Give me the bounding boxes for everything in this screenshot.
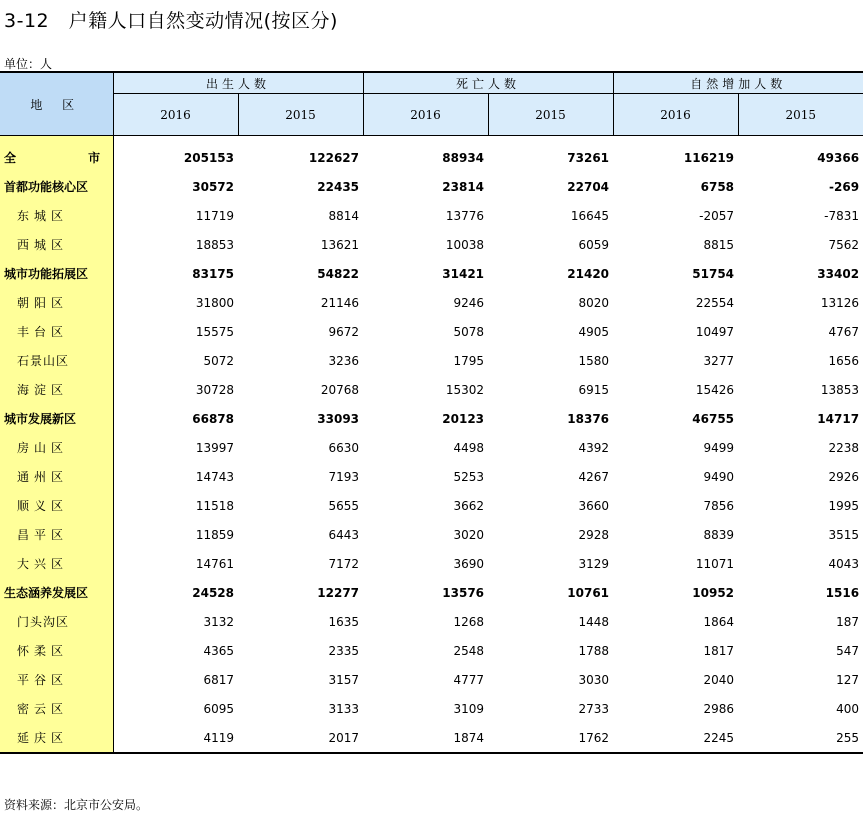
- value-cell: 31800: [195, 295, 234, 310]
- value-cell: 22554: [695, 295, 735, 310]
- births-year-2016: 2016: [113, 94, 238, 136]
- table-row: [0, 404, 863, 433]
- value-cell: 9246: [453, 295, 485, 310]
- spacer-cell: [0, 136, 113, 144]
- header-row-groups: [0, 72, 863, 94]
- value-cell: 3020: [453, 527, 485, 542]
- value-cell: 4767: [828, 324, 860, 339]
- value-cell: 3660: [578, 498, 610, 513]
- value-cell: 23814: [442, 179, 485, 194]
- region-name: 通州区: [0, 462, 113, 491]
- value-cell: 13126: [820, 295, 860, 310]
- value-cell: 11859: [195, 527, 234, 542]
- value-cell: 6630: [328, 440, 360, 455]
- value-cell: 2986: [703, 701, 735, 716]
- region-name: 平谷区: [0, 665, 113, 694]
- value-cell: 3277: [703, 353, 735, 368]
- value-cell: 2017: [238, 723, 363, 753]
- value-cell: 10952: [692, 585, 735, 600]
- value-cell: 116219: [683, 150, 735, 165]
- table-row: [0, 230, 863, 259]
- value-cell: 547: [836, 643, 860, 658]
- table-row: [0, 636, 863, 665]
- value-cell: 7856: [703, 498, 735, 513]
- value-cell: 1874: [363, 723, 488, 753]
- value-cell: 1817: [703, 643, 735, 658]
- unit-label: 单位：人: [4, 57, 53, 71]
- value-cell: 13853: [820, 382, 860, 397]
- value-cell: 8839: [703, 527, 735, 542]
- value-cell: 16645: [570, 208, 610, 223]
- value-cell: 7172: [328, 556, 360, 571]
- region-column-header: 地 区: [0, 72, 113, 136]
- value-cell: 7193: [328, 469, 360, 484]
- region-name: 西城区: [0, 230, 113, 259]
- value-cell: 4365: [203, 643, 234, 658]
- value-cell: 400: [836, 701, 860, 716]
- value-cell: 5655: [328, 498, 360, 513]
- value-cell: 3030: [578, 672, 610, 687]
- value-cell: 3157: [328, 672, 360, 687]
- births-header: 出生人数: [113, 72, 363, 94]
- value-cell: -2057: [699, 208, 735, 223]
- value-cell: 13997: [195, 440, 234, 455]
- value-cell: 3109: [453, 701, 485, 716]
- region-name: 延庆区: [0, 723, 113, 753]
- deaths-header: 死亡人数: [363, 72, 613, 94]
- region-name: 东城区: [0, 201, 113, 230]
- value-cell: 6817: [203, 672, 234, 687]
- value-cell: 5072: [203, 353, 234, 368]
- value-cell: 1864: [703, 614, 735, 629]
- value-cell: 18853: [195, 237, 234, 252]
- region-name: 城市发展新区: [0, 404, 113, 433]
- value-cell: 1762: [488, 723, 613, 753]
- value-cell: 30572: [192, 179, 234, 194]
- value-cell: 6059: [578, 237, 610, 252]
- value-cell: 11518: [195, 498, 234, 513]
- value-cell: 8815: [703, 237, 735, 252]
- value-cell: 3515: [828, 527, 860, 542]
- value-cell: 187: [836, 614, 860, 629]
- value-cell: 6095: [203, 701, 234, 716]
- value-cell: 9672: [328, 324, 360, 339]
- region-name: 密云区: [0, 694, 113, 723]
- source-note: 资料来源：北京市公安局。: [4, 798, 149, 812]
- value-cell: 2335: [328, 643, 360, 658]
- region-name: 昌平区: [0, 520, 113, 549]
- value-cell: -7831: [824, 208, 860, 223]
- region-name: 丰台区: [0, 317, 113, 346]
- region-name: 怀柔区: [0, 636, 113, 665]
- value-cell: 4119: [113, 723, 238, 753]
- statistics-table: [0, 71, 863, 754]
- value-cell: 5253: [453, 469, 485, 484]
- value-cell: 18376: [567, 411, 610, 426]
- value-cell: 88934: [442, 150, 485, 165]
- table-row: [0, 317, 863, 346]
- value-cell: 15575: [195, 324, 234, 339]
- value-cell: 2245: [613, 723, 738, 753]
- value-cell: 15302: [445, 382, 485, 397]
- table-row: [0, 433, 863, 462]
- value-cell: 127: [836, 672, 860, 687]
- value-cell: 1995: [828, 498, 860, 513]
- value-cell: 14717: [817, 411, 860, 426]
- value-cell: 73261: [567, 150, 610, 165]
- value-cell: 5078: [453, 324, 485, 339]
- region-name: 顺义区: [0, 491, 113, 520]
- value-cell: 3132: [203, 614, 234, 629]
- value-cell: 46755: [692, 411, 735, 426]
- value-cell: 2548: [453, 643, 485, 658]
- value-cell: 31421: [442, 266, 485, 281]
- value-cell: 83175: [192, 266, 234, 281]
- value-cell: 1788: [578, 643, 610, 658]
- value-cell: 54822: [317, 266, 360, 281]
- value-cell: 14761: [195, 556, 234, 571]
- value-cell: 20768: [320, 382, 360, 397]
- value-cell: 21146: [320, 295, 360, 310]
- value-cell: 1795: [453, 353, 485, 368]
- value-cell: 122627: [308, 150, 360, 165]
- value-cell: 7562: [828, 237, 860, 252]
- table-row: [0, 694, 863, 723]
- value-cell: 30728: [195, 382, 234, 397]
- region-name: 生态涵养发展区: [0, 578, 113, 607]
- deaths-year-2015: 2015: [488, 94, 613, 136]
- value-cell: 24528: [192, 585, 234, 600]
- spacer-row: [0, 136, 863, 144]
- value-cell: 1635: [328, 614, 360, 629]
- table-row: [0, 259, 863, 288]
- value-cell: 4267: [578, 469, 610, 484]
- table-row: [0, 201, 863, 230]
- region-name: 门头沟区: [0, 607, 113, 636]
- value-cell: 11719: [195, 208, 234, 223]
- value-cell: 11071: [695, 556, 735, 571]
- table-row: [0, 375, 863, 404]
- value-cell: 3690: [453, 556, 485, 571]
- table-body: [0, 136, 863, 754]
- region-name: 石景山区: [0, 346, 113, 375]
- value-cell: 9490: [703, 469, 735, 484]
- table-row: [0, 520, 863, 549]
- value-cell: 205153: [183, 150, 234, 165]
- value-cell: 255: [738, 723, 863, 753]
- value-cell: 33402: [817, 266, 860, 281]
- table-row: [0, 346, 863, 375]
- table-row: [0, 288, 863, 317]
- table-row: [0, 462, 863, 491]
- natural-increase-header: 自然增加人数: [613, 72, 863, 94]
- value-cell: 12277: [317, 585, 360, 600]
- value-cell: 14743: [195, 469, 234, 484]
- region-name: 全 市: [0, 143, 113, 172]
- value-cell: 6443: [328, 527, 360, 542]
- region-name: 城市功能拓展区: [0, 259, 113, 288]
- value-cell: -269: [829, 179, 860, 194]
- value-cell: 3236: [328, 353, 360, 368]
- value-cell: 1580: [578, 353, 610, 368]
- value-cell: 6758: [700, 179, 735, 194]
- value-cell: 1268: [453, 614, 485, 629]
- table-row: [0, 172, 863, 201]
- value-cell: 13776: [445, 208, 485, 223]
- table-row: [0, 143, 863, 172]
- births-year-2015: 2015: [238, 94, 363, 136]
- value-cell: 4043: [828, 556, 860, 571]
- increase-year-2015: 2015: [738, 94, 863, 136]
- page-title: 3-12 户籍人口自然变动情况(按区分): [4, 10, 338, 32]
- value-cell: 13576: [442, 585, 485, 600]
- region-name: 朝阳区: [0, 288, 113, 317]
- value-cell: 15426: [695, 382, 735, 397]
- region-name: 首都功能核心区: [0, 172, 113, 201]
- value-cell: 1448: [578, 614, 610, 629]
- value-cell: 22435: [317, 179, 360, 194]
- table-row: [0, 723, 863, 753]
- value-cell: 6915: [578, 382, 610, 397]
- value-cell: 2733: [578, 701, 610, 716]
- header-row-years: [0, 94, 863, 136]
- value-cell: 4905: [578, 324, 610, 339]
- value-cell: 2928: [578, 527, 610, 542]
- value-cell: 13621: [320, 237, 360, 252]
- value-cell: 8020: [578, 295, 610, 310]
- value-cell: 8814: [328, 208, 360, 223]
- value-cell: 4777: [453, 672, 485, 687]
- table-row: [0, 665, 863, 694]
- region-name: 房山区: [0, 433, 113, 462]
- value-cell: 66878: [192, 411, 234, 426]
- value-cell: 2926: [828, 469, 860, 484]
- value-cell: 1656: [828, 353, 860, 368]
- value-cell: 1516: [825, 585, 860, 600]
- spacer-cell: [113, 136, 863, 144]
- value-cell: 51754: [692, 266, 735, 281]
- value-cell: 21420: [567, 266, 610, 281]
- region-name: 大兴区: [0, 549, 113, 578]
- increase-year-2016: 2016: [613, 94, 738, 136]
- value-cell: 10038: [445, 237, 485, 252]
- value-cell: 33093: [317, 411, 360, 426]
- table-row: [0, 607, 863, 636]
- value-cell: 49366: [817, 150, 860, 165]
- value-cell: 10761: [567, 585, 610, 600]
- value-cell: 4392: [578, 440, 610, 455]
- value-cell: 3129: [578, 556, 610, 571]
- value-cell: 20123: [442, 411, 485, 426]
- value-cell: 2238: [828, 440, 860, 455]
- value-cell: 2040: [703, 672, 735, 687]
- region-name: 海淀区: [0, 375, 113, 404]
- value-cell: 9499: [703, 440, 735, 455]
- value-cell: 3662: [453, 498, 485, 513]
- value-cell: 3133: [328, 701, 360, 716]
- table-row: [0, 549, 863, 578]
- deaths-year-2016: 2016: [363, 94, 488, 136]
- table-row: [0, 578, 863, 607]
- table-row: [0, 491, 863, 520]
- value-cell: 10497: [695, 324, 735, 339]
- value-cell: 4498: [453, 440, 485, 455]
- value-cell: 22704: [567, 179, 610, 194]
